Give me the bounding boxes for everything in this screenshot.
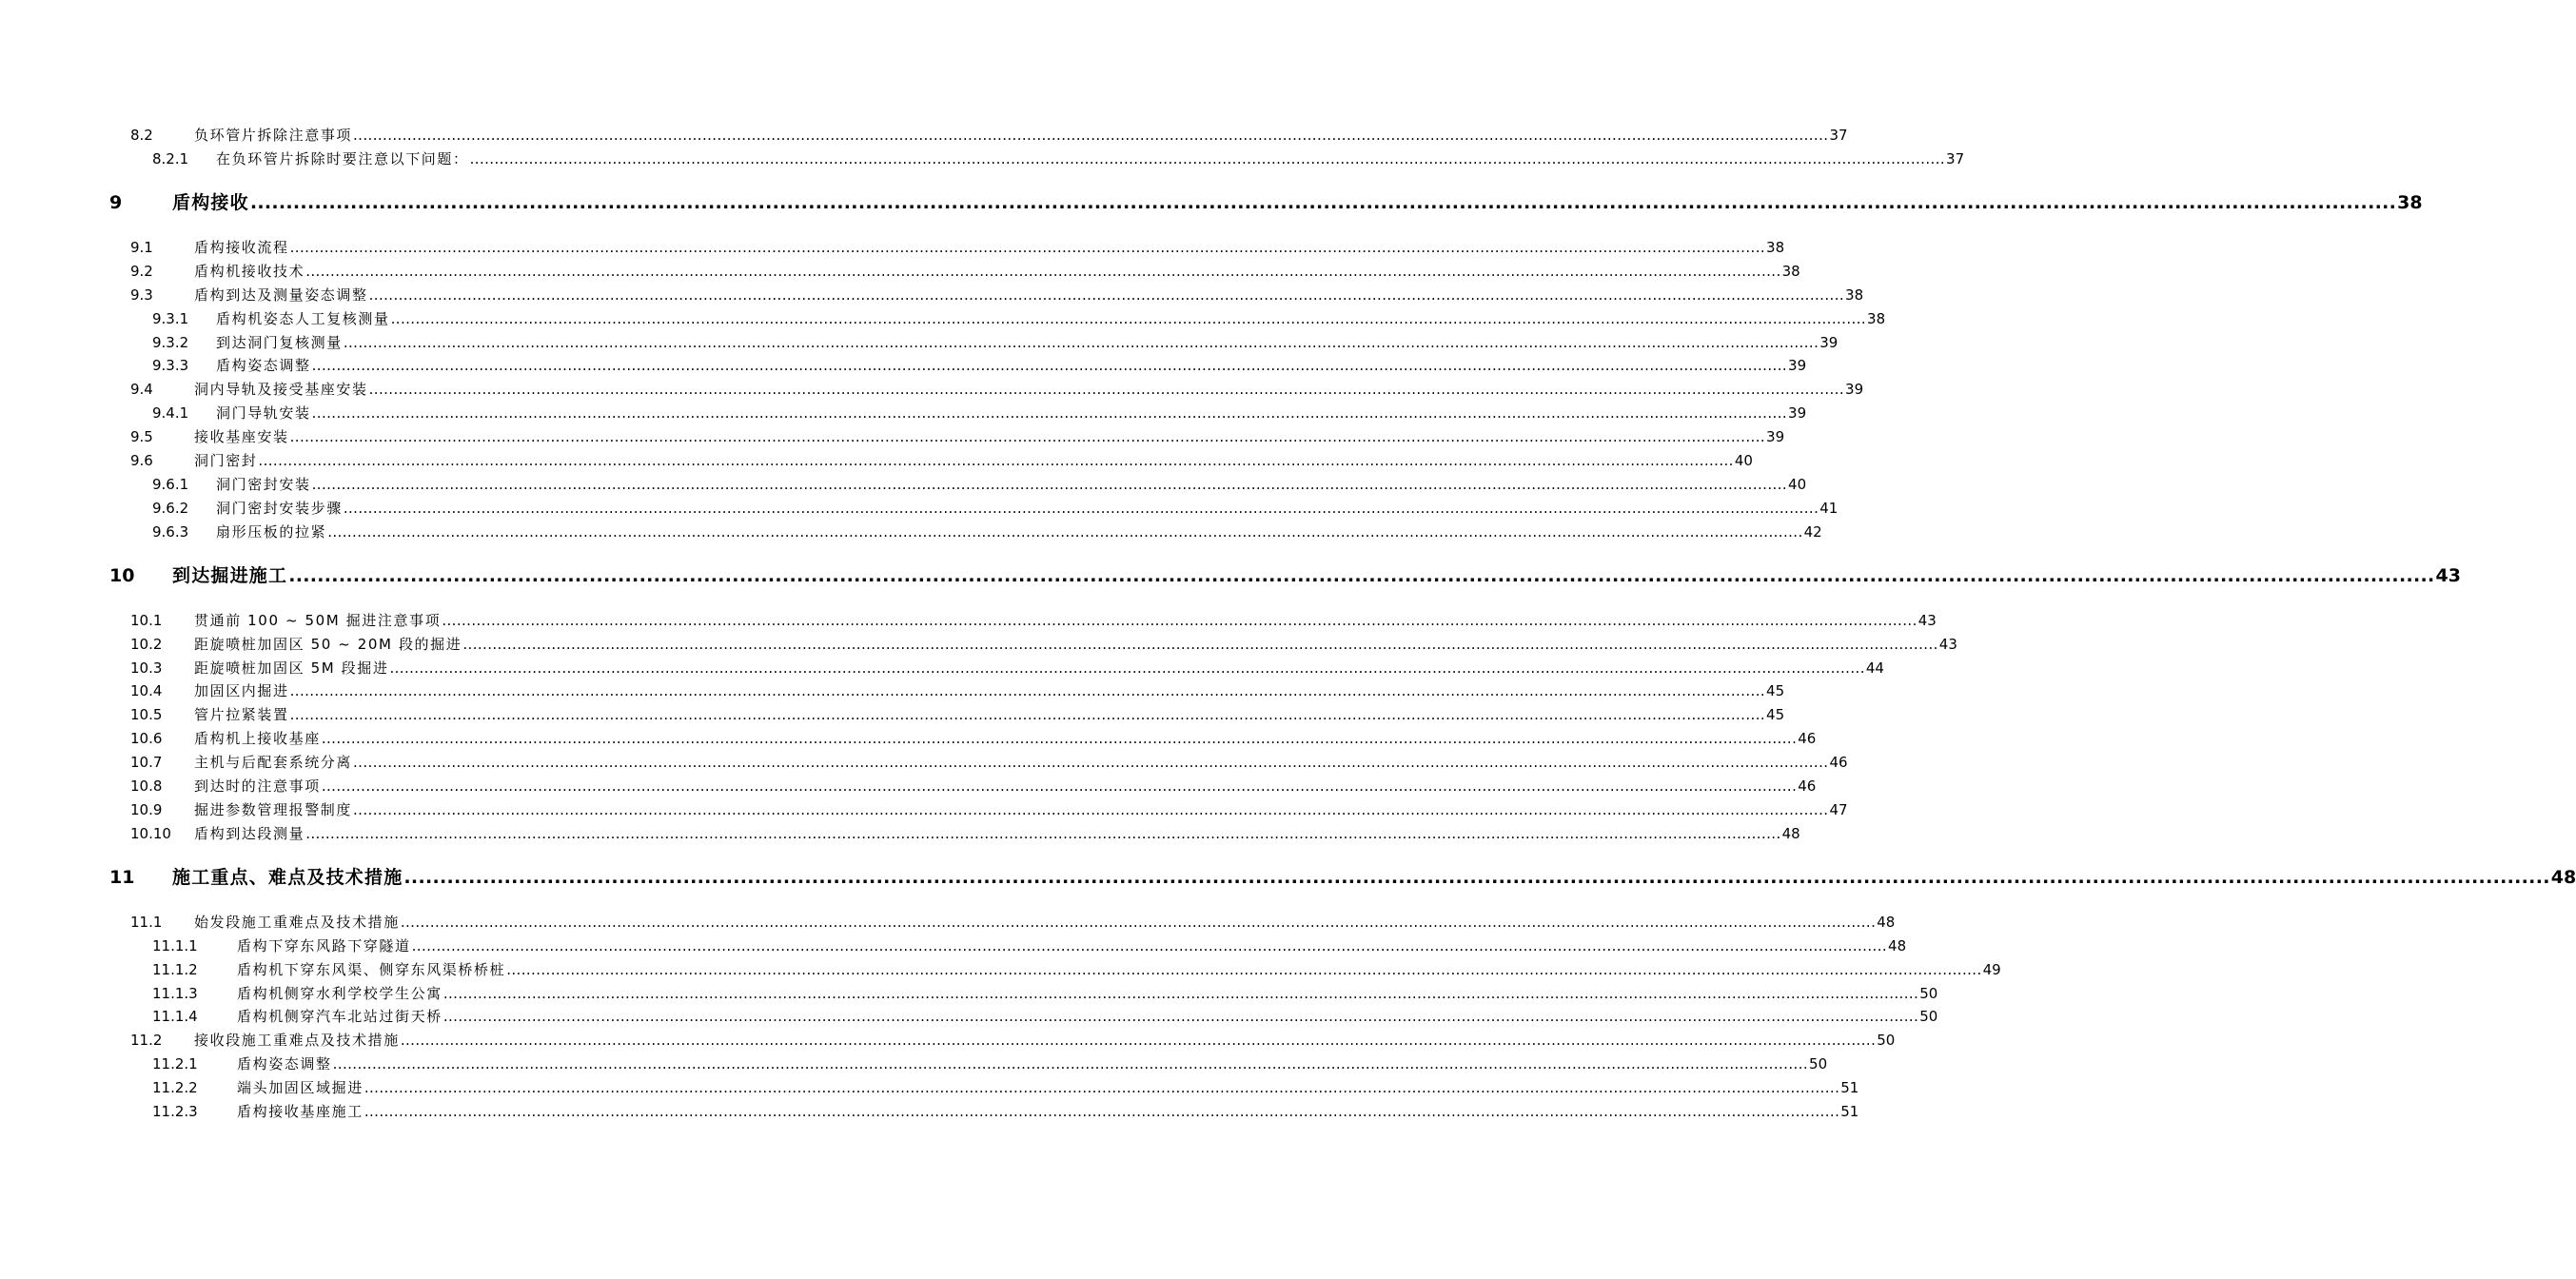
toc-entry-title: 施工重点、难点及技术措施 <box>172 866 403 888</box>
toc-entry-title: 洞门密封 <box>194 452 258 469</box>
toc-entry-page: 44 <box>1865 659 1884 677</box>
toc-entry-number: 8.2 <box>130 127 153 144</box>
toc-entry-page: 50 <box>1919 984 1938 1002</box>
toc-entry-number: 10.10 <box>130 824 171 842</box>
toc-entry[interactable] <box>152 521 1822 541</box>
toc-leader-dots: ............................................................................................................................................................................................................................................................................................................ <box>249 191 2397 213</box>
toc-entry[interactable] <box>130 237 1785 257</box>
toc-leader-dots: ............................................................................................................................................................................................................................................................................................................ <box>353 800 1829 818</box>
toc-entry-title: 盾构机侧穿汽车北站过街天桥 <box>237 1008 442 1026</box>
toc-leader-dots: ............................................................................................................................................................................................................................................................................................................ <box>368 381 1845 399</box>
toc-entry-page: 50 <box>1919 1008 1938 1026</box>
toc-leader-dots: ............................................................................................................................................................................................................................................................................................................ <box>364 1103 1840 1120</box>
toc-entry-title: 盾构接收 <box>172 191 249 213</box>
toc-entry-page: 40 <box>1788 475 1807 493</box>
toc-entry-number: 11.1.2 <box>152 960 198 978</box>
toc-entry[interactable] <box>130 776 1817 796</box>
toc-entry-number: 9.6 <box>130 452 153 469</box>
toc-entry-title: 负环管片拆除注意事项 <box>194 127 353 144</box>
toc-entry-title: 加固区内掘进 <box>194 682 289 700</box>
toc-entry[interactable] <box>152 498 1839 518</box>
toc-entry[interactable] <box>130 728 1817 748</box>
toc-entry-number: 9.4 <box>130 381 153 399</box>
toc-entry-page: 38 <box>1867 309 1886 327</box>
toc-entry-title: 到达时的注意事项 <box>194 777 321 795</box>
toc-entry[interactable] <box>130 426 1785 446</box>
toc-entry-title: 盾构机侧穿水利学校学生公寓 <box>237 984 442 1002</box>
toc-entry[interactable] <box>130 823 1800 843</box>
toc-entry-number: 11.1.1 <box>152 936 198 954</box>
toc-entry-number: 11.1.3 <box>152 984 198 1002</box>
toc-entry-number: 11.1.4 <box>152 1008 198 1026</box>
toc-entry-title: 接收基座安装 <box>194 428 289 446</box>
toc-entry[interactable] <box>152 474 1807 494</box>
toc-entry-page: 45 <box>1766 682 1785 700</box>
toc-entry-title: 距旋喷桩加固区 5M 段掘进 <box>194 659 389 677</box>
toc-leader-dots: ............................................................................................................................................................................................................................................................................................................ <box>311 357 1788 375</box>
toc-entry[interactable] <box>130 450 1753 470</box>
toc-entry-number: 9.3.3 <box>152 357 189 375</box>
toc-entry-number: 8.2.1 <box>152 149 189 167</box>
toc-entry-number: 10.6 <box>130 730 163 748</box>
toc-entry[interactable] <box>152 332 1839 352</box>
toc-entry-title: 盾构姿态调整 <box>237 1055 332 1073</box>
toc-entry[interactable] <box>130 1030 1896 1050</box>
toc-entry-number: 11.2.2 <box>152 1079 198 1097</box>
toc-entry-title: 盾构到达及测量姿态调整 <box>194 285 368 304</box>
toc-entry-title: 管片拉紧装置 <box>194 706 289 724</box>
toc-entry-page: 39 <box>1766 428 1785 446</box>
toc-entry-title: 洞内导轨及接受基座安装 <box>194 381 368 399</box>
toc-leader-dots: ............................................................................................................................................................................................................................................................................................................ <box>311 404 1788 423</box>
toc-entry[interactable] <box>130 379 1864 399</box>
toc-entry-title: 到达洞门复核测量 <box>216 333 343 351</box>
toc-entry[interactable] <box>152 1077 1859 1097</box>
toc-entry[interactable] <box>152 959 2001 979</box>
toc-entry-title: 掘进参数管理报警制度 <box>194 800 353 818</box>
toc-entry-page: 42 <box>1803 522 1822 541</box>
toc-entry-page: 40 <box>1734 452 1753 469</box>
toc-entry-number: 10 <box>109 564 135 586</box>
toc-entry[interactable] <box>152 983 1938 1003</box>
toc-entry-title: 盾构姿态调整 <box>216 357 311 375</box>
toc-leader-dots: ............................................................................................................................................................................................................................................................................................................ <box>469 149 1946 167</box>
toc-entry[interactable] <box>152 403 1807 423</box>
toc-entry-title: 盾构机上接收基座 <box>194 730 321 748</box>
toc-entry-number: 9 <box>109 191 123 213</box>
toc-entry-page: 43 <box>1938 635 1957 653</box>
toc-entry-page: 47 <box>1829 800 1848 818</box>
toc-entry[interactable] <box>109 863 2576 889</box>
toc-entry-title: 盾构下穿东风路下穿隧道 <box>237 936 411 954</box>
toc-entry[interactable] <box>152 1006 1938 1026</box>
toc-entry-title: 盾构接收基座施工 <box>237 1103 364 1120</box>
toc-entry[interactable] <box>152 935 1907 955</box>
toc-entry-page: 43 <box>2435 564 2461 586</box>
toc-leader-dots: ............................................................................................................................................................................................................................................................................................................ <box>400 913 1877 931</box>
toc-entry-title: 盾构到达段测量 <box>194 824 305 842</box>
toc-entry-page: 37 <box>1946 149 1965 167</box>
toc-entry[interactable] <box>152 355 1807 375</box>
toc-entry[interactable] <box>130 680 1785 700</box>
toc-entry-page: 51 <box>1840 1103 1859 1120</box>
toc-entry-page: 38 <box>2397 191 2423 213</box>
toc-entry-page: 45 <box>1766 706 1785 724</box>
toc-entry-page: 38 <box>1845 285 1864 304</box>
toc-leader-dots: ............................................................................................................................................................................................................................................................................................................ <box>353 127 1829 144</box>
toc-entry[interactable] <box>130 912 1896 932</box>
toc-entry-page: 39 <box>1788 357 1807 375</box>
toc-entry-number: 10.3 <box>130 659 163 677</box>
toc-entry[interactable] <box>130 752 1848 772</box>
toc-leader-dots: ............................................................................................................................................................................................................................................................................................................ <box>403 866 2550 888</box>
toc-entry-title: 主机与后配套系统分离 <box>194 754 353 772</box>
toc-entry[interactable] <box>130 634 1957 654</box>
toc-leader-dots: ............................................................................................................................................................................................................................................................................................................ <box>289 428 1766 446</box>
toc-entry-title: 盾构机下穿东风渠、侧穿东风渠桥桥桩 <box>237 960 506 978</box>
toc-leader-dots: ............................................................................................................................................................................................................................................................................................................ <box>289 682 1766 700</box>
toc-entry-number: 10.1 <box>130 611 163 629</box>
toc-entry-number: 11.2 <box>130 1032 163 1050</box>
toc-entry-page: 49 <box>1982 960 2001 978</box>
toc-leader-dots: ............................................................................................................................................................................................................................................................................................................ <box>462 635 1938 653</box>
toc-entry-title: 盾构机接收技术 <box>194 262 305 280</box>
toc-leader-dots: ............................................................................................................................................................................................................................................................................................................ <box>258 452 1734 469</box>
toc-entry-title: 洞门密封安装 <box>216 475 311 493</box>
toc-entry-page: 48 <box>1781 824 1800 842</box>
toc-entry-number: 9.4.1 <box>152 404 189 423</box>
toc-entry-title: 在负环管片拆除时要注意以下问题： <box>216 149 469 167</box>
toc-entry-number: 9.3.2 <box>152 333 189 351</box>
toc-entry-title: 到达掘进施工 <box>172 564 288 586</box>
toc-entry-title: 接收段施工重难点及技术措施 <box>194 1032 400 1050</box>
toc-entry-number: 9.6.3 <box>152 522 189 541</box>
toc-leader-dots: ............................................................................................................................................................................................................................................................................................................ <box>506 960 1982 978</box>
toc-entry[interactable] <box>130 261 1800 281</box>
toc-entry-title: 距旋喷桩加固区 50 ~ 20M 段的掘进 <box>194 635 462 653</box>
toc-entry-page: 38 <box>1781 262 1800 280</box>
toc-entry[interactable] <box>130 610 1937 630</box>
toc-entry-page: 46 <box>1829 754 1848 772</box>
toc-entry-title: 贯通前 100 ~ 50M 掘进注意事项 <box>194 611 442 629</box>
toc-leader-dots: ............................................................................................................................................................................................................................................................................................................ <box>400 1032 1877 1050</box>
toc-entry-number: 11.2.3 <box>152 1103 198 1120</box>
toc-entry[interactable] <box>109 561 2461 587</box>
toc-leader-dots: ............................................................................................................................................................................................................................................................................................................ <box>389 659 1865 677</box>
toc-leader-dots: ............................................................................................................................................................................................................................................................................................................ <box>305 824 1781 842</box>
toc-leader-dots: ............................................................................................................................................................................................................................................................................................................ <box>321 730 1798 748</box>
toc-entry-page: 46 <box>1798 730 1817 748</box>
toc-entry[interactable] <box>152 148 1965 168</box>
toc-entry-page: 37 <box>1829 127 1848 144</box>
toc-entry-page: 43 <box>1917 611 1937 629</box>
toc-entry[interactable] <box>109 188 2423 214</box>
toc-entry-page: 51 <box>1840 1079 1859 1097</box>
toc-leader-dots: ............................................................................................................................................................................................................................................................................................................ <box>343 499 1819 517</box>
toc-leader-dots: ............................................................................................................................................................................................................................................................................................................ <box>321 777 1798 795</box>
toc-leader-dots: ............................................................................................................................................................................................................................................................................................................ <box>327 522 1803 541</box>
toc-entry-page: 48 <box>1888 936 1907 954</box>
toc-leader-dots: ............................................................................................................................................................................................................................................................................................................ <box>368 285 1845 304</box>
toc-entry-number: 9.6.1 <box>152 475 189 493</box>
toc-entry-page: 39 <box>1845 381 1864 399</box>
toc-leader-dots: ............................................................................................................................................................................................................................................................................................................ <box>288 564 2435 586</box>
toc-entry-number: 10.2 <box>130 635 163 653</box>
toc-entry[interactable] <box>130 658 1884 678</box>
toc-entry-number: 9.3 <box>130 285 153 304</box>
toc-entry-number: 9.6.2 <box>152 499 189 517</box>
toc-entry-number: 9.1 <box>130 238 153 256</box>
toc-leader-dots: ............................................................................................................................................................................................................................................................................................................ <box>442 611 1917 629</box>
toc-entry[interactable] <box>152 308 1886 328</box>
toc-entry-number: 9.5 <box>130 428 153 446</box>
toc-entry-number: 10.7 <box>130 754 163 772</box>
toc-leader-dots: ............................................................................................................................................................................................................................................................................................................ <box>305 262 1781 280</box>
toc-entry-page: 50 <box>1809 1055 1828 1073</box>
toc-entry-title: 盾构机姿态人工复核测量 <box>216 309 390 327</box>
toc-entry-number: 9.2 <box>130 262 153 280</box>
toc-entry-page: 39 <box>1819 333 1839 351</box>
toc-entry-number: 11.2.1 <box>152 1055 198 1073</box>
toc-entry-title: 扇形压板的拉紧 <box>216 522 327 541</box>
toc-leader-dots: ............................................................................................................................................................................................................................................................................................................ <box>442 984 1919 1002</box>
toc-entry[interactable] <box>130 799 1848 819</box>
toc-entry-page: 48 <box>2550 866 2576 888</box>
toc-leader-dots: ............................................................................................................................................................................................................................................................................................................ <box>364 1079 1840 1097</box>
toc-entry-number: 10.4 <box>130 682 163 700</box>
toc-leader-dots: ............................................................................................................................................................................................................................................................................................................ <box>289 238 1766 256</box>
toc-leader-dots: ............................................................................................................................................................................................................................................................................................................ <box>442 1008 1919 1026</box>
toc-entry-number: 10.8 <box>130 777 163 795</box>
toc-entry-page: 46 <box>1798 777 1817 795</box>
toc-entry[interactable] <box>130 285 1864 305</box>
toc-entry-number: 9.3.1 <box>152 309 189 327</box>
toc-entry-title: 端头加固区域掘进 <box>237 1079 364 1097</box>
toc-entry-page: 39 <box>1788 404 1807 423</box>
toc-entry-page: 48 <box>1877 913 1896 931</box>
toc-leader-dots: ............................................................................................................................................................................................................................................................................................................ <box>411 936 1888 954</box>
toc-leader-dots: ............................................................................................................................................................................................................................................................................................................ <box>353 754 1829 772</box>
toc-leader-dots: ............................................................................................................................................................................................................................................................................................................ <box>289 706 1766 724</box>
toc-entry-page: 38 <box>1766 238 1785 256</box>
toc-entry[interactable] <box>130 704 1785 724</box>
toc-entry-page: 41 <box>1819 499 1839 517</box>
toc-leader-dots: ............................................................................................................................................................................................................................................................................................................ <box>390 309 1867 327</box>
toc-entry[interactable] <box>152 1053 1828 1073</box>
toc-entry-title: 洞门密封安装步骤 <box>216 499 343 517</box>
toc-leader-dots: ............................................................................................................................................................................................................................................................................................................ <box>311 475 1788 493</box>
toc-entry-number: 10.9 <box>130 800 163 818</box>
toc-entry[interactable] <box>130 125 1848 145</box>
toc-entry-page: 50 <box>1877 1032 1896 1050</box>
toc-entry-title: 盾构接收流程 <box>194 238 289 256</box>
toc-entry-title: 洞门导轨安装 <box>216 404 311 423</box>
toc-entry-number: 11.1 <box>130 913 163 931</box>
toc-leader-dots: ............................................................................................................................................................................................................................................................................................................ <box>343 333 1819 351</box>
toc-entry-number: 11 <box>109 866 135 888</box>
toc-entry-title: 始发段施工重难点及技术措施 <box>194 913 400 931</box>
toc-entry[interactable] <box>152 1101 1859 1121</box>
toc-entry-number: 10.5 <box>130 706 163 724</box>
toc-leader-dots: ............................................................................................................................................................................................................................................................................................................ <box>332 1055 1809 1073</box>
